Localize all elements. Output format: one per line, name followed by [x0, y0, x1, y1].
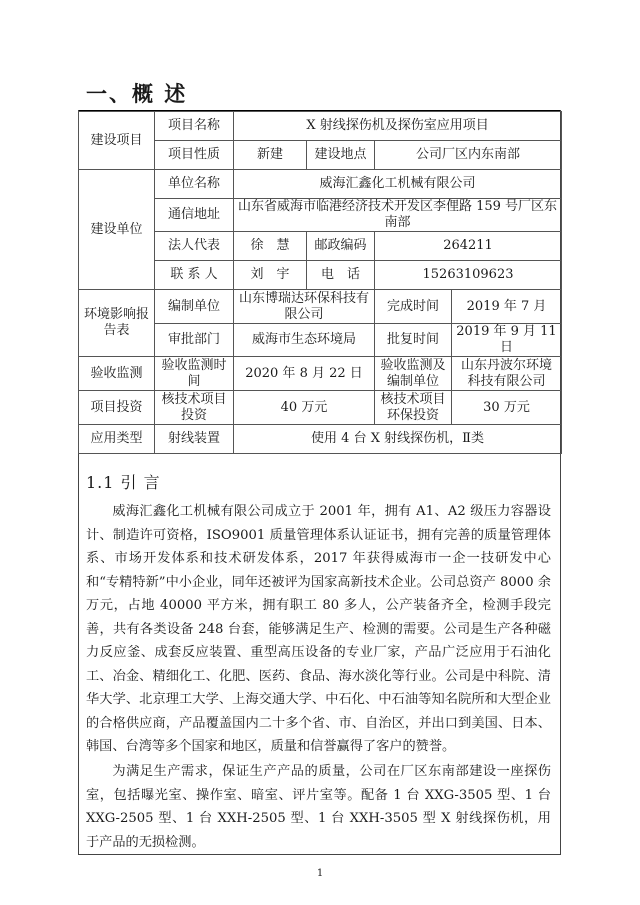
address-value: 山东省威海市临港经济技术开发区李俚路 159 号厂区东南部 [234, 199, 562, 232]
contact-value: 刘 宇 [234, 261, 307, 290]
compiler-value: 山东博瑞达环保科技有限公司 [234, 290, 375, 324]
phone-value: 15263109623 [375, 261, 562, 290]
unit-name-label: 单位名称 [155, 170, 234, 199]
app-type-value: 使用 4 台 X 射线探伤机，Ⅱ类 [234, 425, 562, 454]
intro-paragraph-1: 威海汇鑫化工机械有限公司成立于 2001 年，拥有 A1、A2 级压力容器设计、制造许可资格，ISO9001 质量管理体系认证证书，拥有完善的质量管理体系、市场开发体系和技术研发体系，2017 年获得威海市一企一技研发中心和“专精特新”中小企业，同年还被评为国家高新技术企业。公司总资产 8000 余万元，占地 40000 平方米，拥有职工 80 多人，公产装备齐全，检测手段完善，共有各类设备 248 台套，能够满足生产、检测的需要。公司是生产各种磁力反应釜、成套反应装置、重型高压设备的专业厂家，产品广泛应用于石油化工、冶金、精细化工、化肥、医药、食品、海水淡化等行业。公司是中科院、清华大学、北京理工大学、上海交通大学、中石化、中石油等知名院所和大型企业的合格供应商，产品覆盖国内二十多个省、市、自治区，并出口到美国、日本、韩国、台湾等多个国家和地区，质量和信誉赢得了客户的赞誉。 [86, 504, 551, 754]
project-name-value: X 射线探伤机及探伤室应用项目 [234, 112, 562, 141]
env-invest-value: 30 万元 [452, 391, 562, 425]
approver-label: 审批部门 [155, 324, 234, 357]
legal-rep-label: 法人代表 [155, 232, 234, 261]
project-name-label: 项目名称 [155, 112, 234, 141]
monitor-unit-value: 山东丹波尔环境科技有限公司 [452, 357, 562, 391]
eia-group-label: 环境影响报告表 [79, 290, 155, 357]
page-heading: 一、概 述 [86, 81, 188, 106]
legal-rep-value: 徐 慧 [234, 232, 307, 261]
section-title: 1.1 引 言 [86, 473, 161, 492]
monitor-unit-label: 验收监测及编制单位 [375, 357, 452, 391]
acceptance-group-label: 验收监测 [79, 357, 155, 391]
postcode-label: 邮政编码 [307, 232, 375, 261]
project-nature-label: 项目性质 [155, 141, 234, 170]
app-type-group-label: 应用类型 [79, 425, 155, 454]
project-nature-value: 新建 [234, 141, 307, 170]
monitor-time-label: 验收监测时间 [155, 357, 234, 391]
app-type-label: 射线装置 [155, 425, 234, 454]
phone-label: 电 话 [307, 261, 375, 290]
overview-table [78, 111, 562, 454]
compiler-label: 编制单位 [155, 290, 234, 324]
page-number: 1 [316, 868, 324, 879]
location-value: 公司厂区内东南部 [375, 141, 562, 170]
unit-name-value: 威海汇鑫化工机械有限公司 [234, 170, 562, 199]
intro-paragraph-2: 为满足生产需求，保证生产产品的质量，公司在厂区东南部建设一座探伤室，包括曝光室、操作室、暗室、评片室等。配备 1 台 XXG-3505 型、1 台 XXG-2505 型、1 台 XXH-2505 型、1 台 XXH-3505 型 X 射线探伤机，用于产品的无损检测。 [86, 764, 551, 850]
address-label: 通信地址 [155, 199, 234, 232]
tech-invest-value: 40 万元 [234, 391, 375, 425]
investment-group-label: 项目投资 [79, 391, 155, 425]
contact-label: 联 系 人 [155, 261, 234, 290]
completion-label: 完成时间 [375, 290, 452, 324]
postcode-value: 264211 [375, 232, 562, 261]
tech-invest-label: 核技术项目投资 [155, 391, 234, 425]
unit-group-label: 建设单位 [79, 170, 155, 290]
approver-value: 威海市生态环境局 [234, 324, 375, 357]
monitor-time-value: 2020 年 8 月 22 日 [234, 357, 375, 391]
env-invest-label: 核技术项目环保投资 [375, 391, 452, 425]
completion-value: 2019 年 7 月 [452, 290, 562, 324]
project-group-label: 建设项目 [79, 112, 155, 170]
approval-time-value: 2019 年 9 月 11 日 [452, 324, 562, 357]
approval-time-label: 批复时间 [375, 324, 452, 357]
location-label: 建设地点 [307, 141, 375, 170]
